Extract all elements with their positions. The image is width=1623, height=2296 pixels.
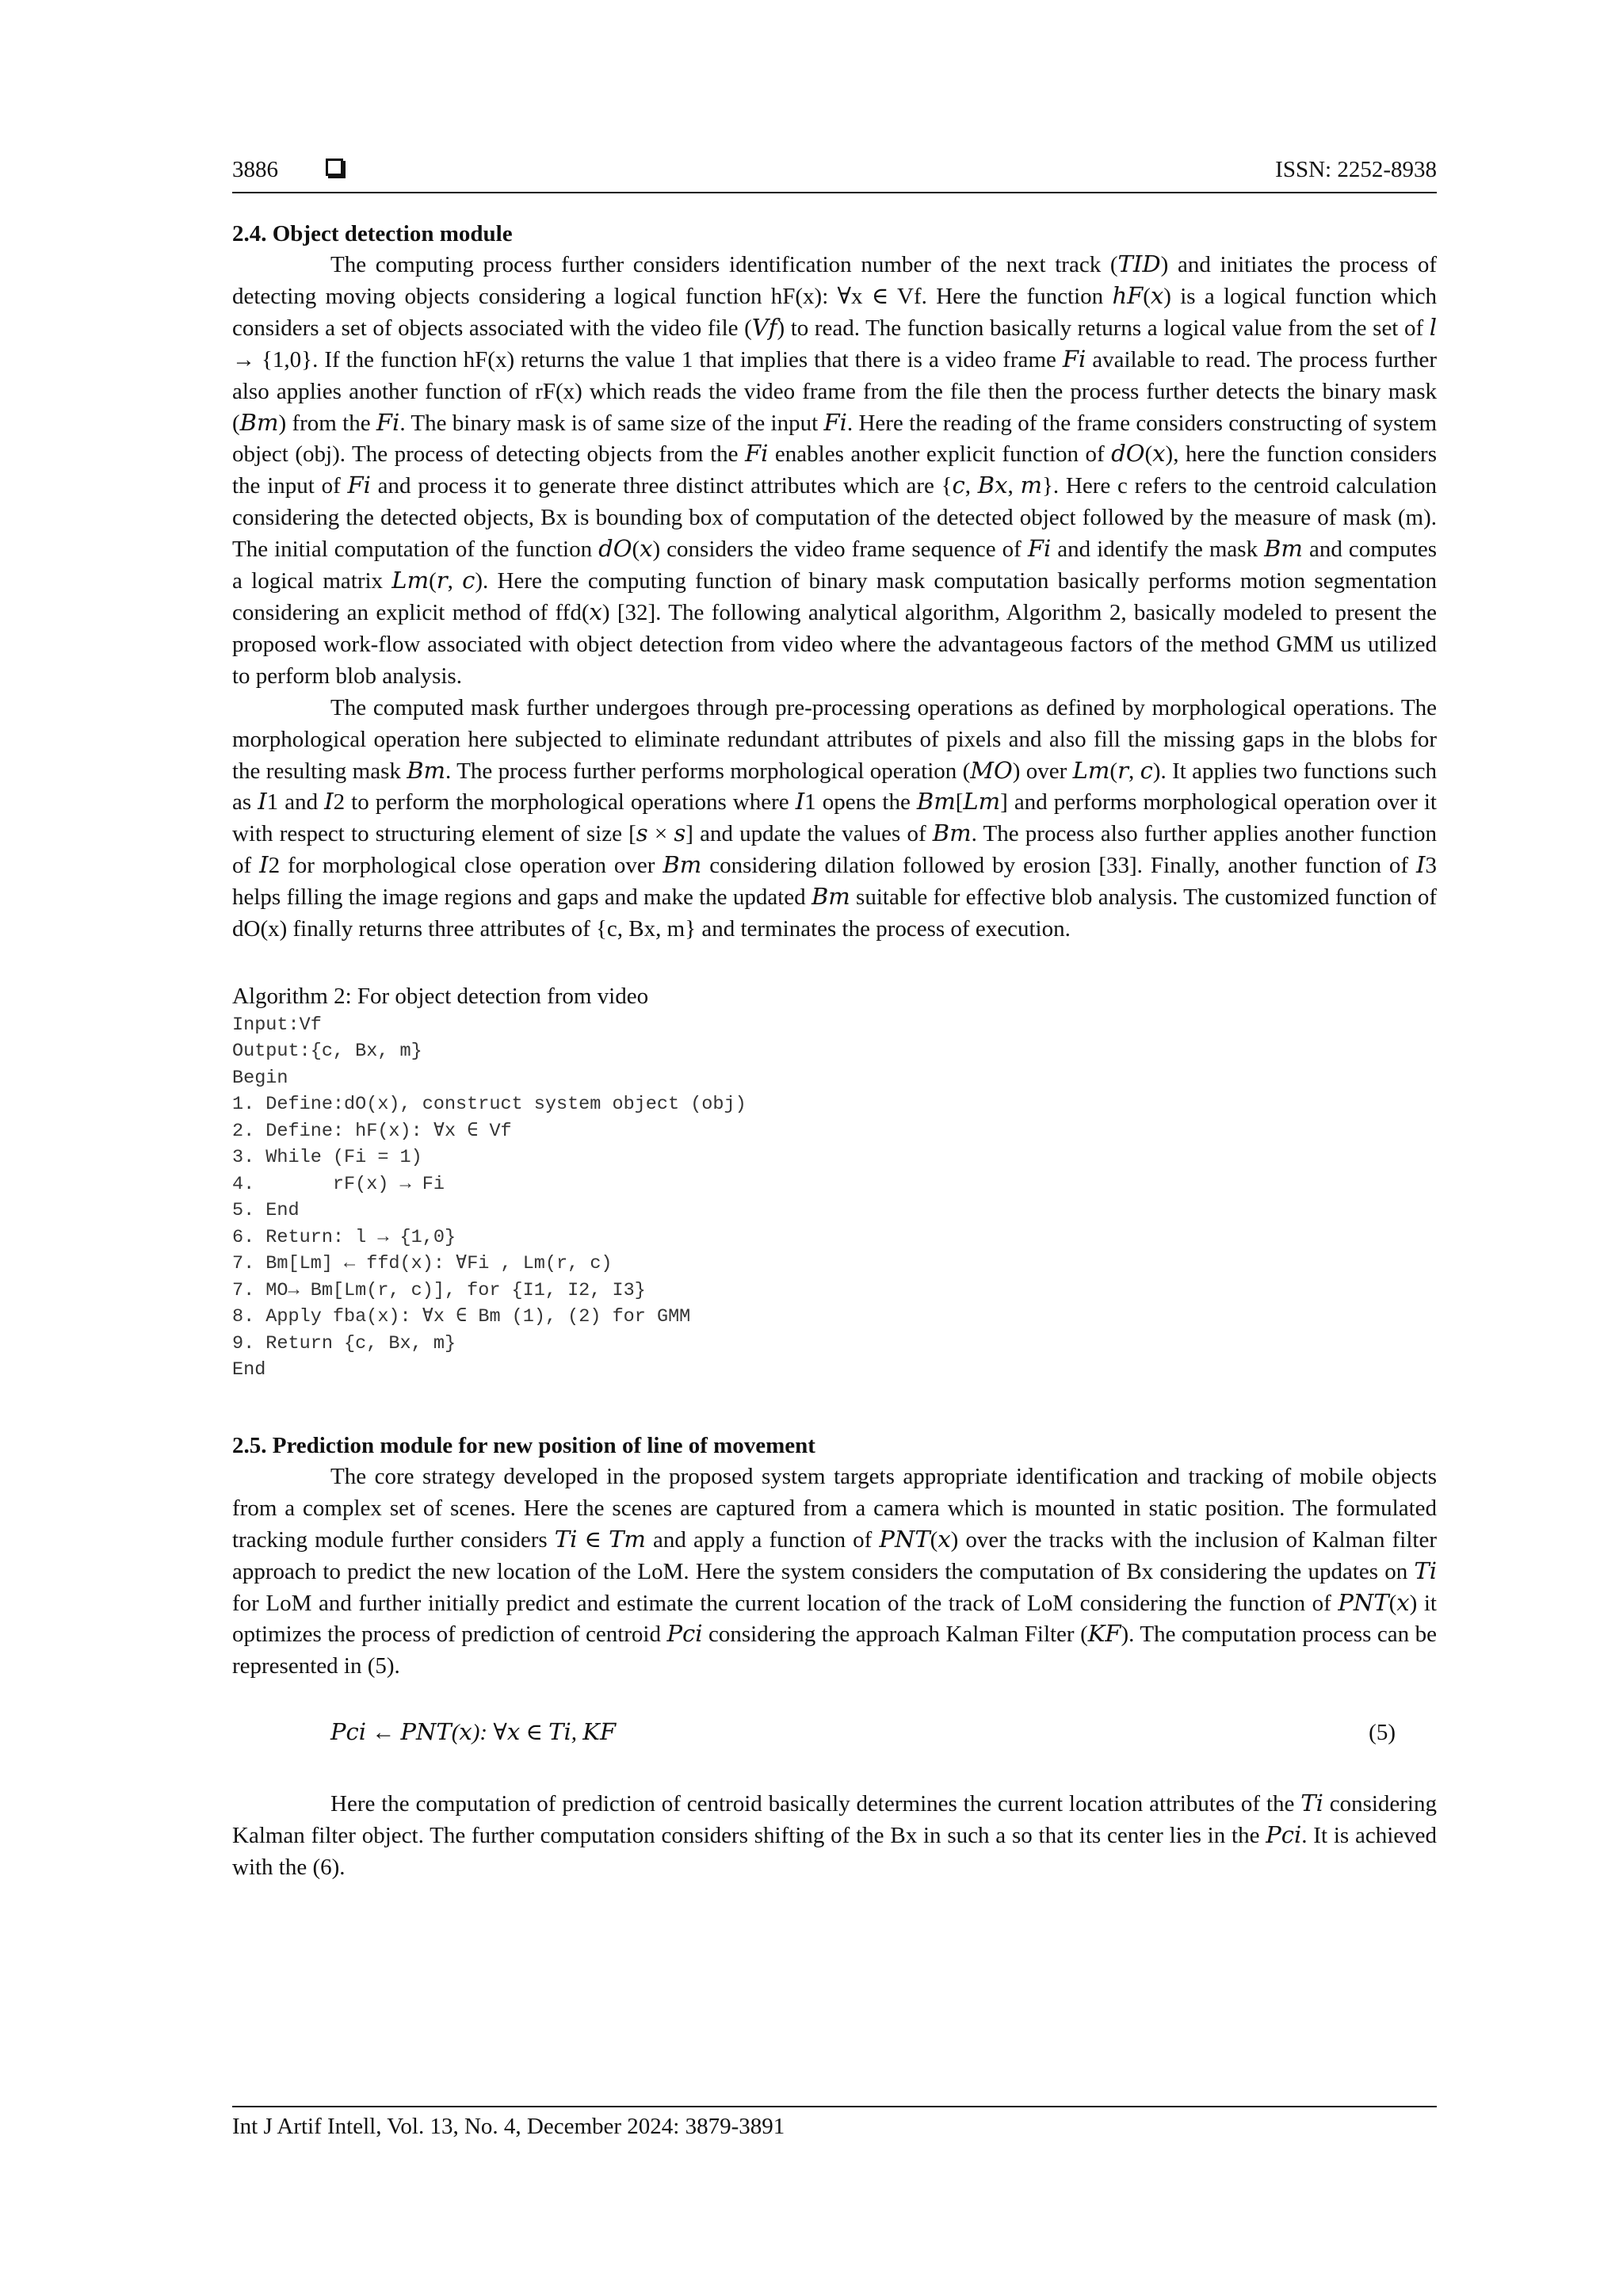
paragraph: Here the computation of prediction of centroid basically determines the current location attributes of the 𝑇𝑖 considering Kalman filter object. The further computation considers shifting of the Bx in such a so that its center lies in the 𝑃𝑐𝑖. It is achieved with the (6). bbox=[232, 1791, 1437, 1881]
journal-footer: Int J Artif Intell, Vol. 13, No. 4, December 2024: 3879-3891 bbox=[232, 2114, 785, 2139]
page-number: 3886 bbox=[232, 157, 278, 182]
square-bullet-icon bbox=[326, 159, 343, 176]
footer-rule bbox=[232, 2106, 1437, 2107]
algorithm-line: End bbox=[232, 1359, 266, 1381]
algorithm-line: 9. Return {c, Bx, m} bbox=[232, 1332, 456, 1354]
algorithm-line: 3. While (Fi = 1) bbox=[232, 1147, 422, 1169]
algorithm-line: 2. Define: hF(x): ∀x ∈ Vf bbox=[232, 1120, 512, 1142]
spacer bbox=[232, 1384, 1437, 1430]
algorithm-line: 6. Return: l → {1,0} bbox=[232, 1226, 456, 1248]
spacer bbox=[232, 946, 1437, 980]
algorithm-line: 1. Define:dO(x), construct system object (obj) bbox=[232, 1094, 747, 1116]
paragraph: The core strategy developed in the proposed system targets appropriate identification and tracking of mobile objects from a complex set of scenes. Here the scenes are captured from a camera which is mounted in static position. The formulated tracking module further considers 𝑇𝑖 ∈ 𝑇𝑚 and apply a function of 𝑃𝑁𝑇(𝑥) over the tracks with the inclusion of Kalman filter approach to predict the new location of the LoM. Here the system considers the computation of Bx considering the updates on 𝑇𝑖 for LoM and further initially predict and estimate the current location of the track of LoM considering the function of 𝑃𝑁𝑇(𝑥) it optimizes the process of prediction of centroid 𝑃𝑐𝑖 considering the approach Kalman Filter (𝐾𝐹). The computation process can be represented in (5). bbox=[232, 1463, 1437, 1679]
main-content bbox=[232, 218, 1437, 1884]
header-rule bbox=[232, 192, 1437, 193]
algorithm-line: 4. rF(x) → Fi bbox=[232, 1173, 445, 1195]
algorithm-line: 7. Bm[Lm] ← ffd(x): ∀Fi , Lm(r, c) bbox=[232, 1253, 613, 1275]
algorithm-listing bbox=[232, 1012, 1437, 1384]
equation-5 bbox=[232, 1710, 1437, 1757]
section-heading-object-detection: 2.4. Object detection module bbox=[232, 221, 513, 246]
algorithm-line: 8. Apply fba(x): ∀x ∈ Bm (1), (2) for GMM bbox=[232, 1306, 691, 1328]
algorithm-line: Begin bbox=[232, 1067, 288, 1089]
page-header bbox=[232, 152, 1437, 190]
paragraph: The computing process further considers identification number of the next track (𝑇𝐼𝐷) and initiates the process of detecting moving objects considering a logical function hF(x): ∀x ∈ Vf. Here the function ℎ𝐹(𝑥) is a logical function which considers a set of objects associated with the video file (𝑉𝑓) to read. The function basically returns a logical value from the set of 𝑙 → {1,0}. If the function hF(x) returns the value 1 that implies that there is a video frame 𝐹𝑖 available to read. The process further also applies another function of rF(x) which reads the video frame from the file then the process further detects the binary mask (𝐵𝑚) from the 𝐹𝑖. The binary mask is of same size of the input 𝐹𝑖. Here the reading of the frame considers constructing of system object (obj). The process of detecting objects from the 𝐹𝑖 enables another explicit function of 𝑑𝑂(𝑥), here the function considers the input of 𝐹𝑖 and process it to generate three distinct attributes which are {𝑐, 𝐵𝑥, 𝑚}. Here c refers to the centroid calculation considering the detected objects, Bx is bounding box of computation of the detected object followed by the measure of mask (m). The initial computation of the function 𝑑𝑂(𝑥) considers the video frame sequence of 𝐹𝑖 and identify the mask 𝐵𝑚 and computes a logical matrix 𝐿𝑚(𝑟, 𝑐). Here the computing function of binary mask computation basically performs motion segmentation considering an explicit method of ffd(𝑥) [32]. The following analytical algorithm, Algorithm 2, basically modeled to present the proposed work-flow associated with object detection from video where the advantageous factors of the method GMM us utilized to perform blob analysis. bbox=[232, 252, 1437, 689]
algorithm-line: Output:{c, Bx, m} bbox=[232, 1041, 422, 1063]
equation-expression: 𝑃𝑐𝑖 ← 𝑃𝑁𝑇(𝑥): ∀𝑥 ∈ 𝑇𝑖, 𝐾𝐹 bbox=[330, 1720, 617, 1746]
algorithm-line: Input:Vf bbox=[232, 1014, 322, 1036]
algorithm-title: Algorithm 2: For object detection from video bbox=[232, 983, 649, 1009]
section-heading-prediction-module: 2.5. Prediction module for new position of line of movement bbox=[232, 1432, 815, 1458]
algorithm-line: 7. MO→ Bm[Lm(r, c)], for {I1, I2, I3} bbox=[232, 1279, 646, 1301]
issn-label: ISSN: 2252-8938 bbox=[1275, 157, 1437, 182]
paragraph: The computed mask further undergoes through pre-processing operations as defined by morphological operations. The morphological operation here subjected to eliminate redundant attributes of pixels and also fill the missing gaps in the blobs for the resulting mask 𝐵𝑚. The process further performs morphological operation (𝑀𝑂) over 𝐿𝑚(𝑟, 𝑐). It applies two functions such as 𝐼1 and 𝐼2 to perform the morphological operations where 𝐼1 opens the 𝐵𝑚[𝐿𝑚] and performs morphological operation over it with respect to structuring element of size [𝑠 × 𝑠] and update the values of 𝐵𝑚. The process also further applies another function of 𝐼2 for morphological close operation over 𝐵𝑚 considering dilation followed by erosion [33]. Finally, another function of 𝐼3 helps filling the image regions and gaps and make the updated 𝐵𝑚 suitable for effective blob analysis. The customized function of dO(x) finally returns three attributes of {c, Bx, m} and terminates the process of execution. bbox=[232, 694, 1437, 942]
algorithm-line: 5. End bbox=[232, 1200, 300, 1222]
equation-number: (5) bbox=[1369, 1720, 1396, 1746]
